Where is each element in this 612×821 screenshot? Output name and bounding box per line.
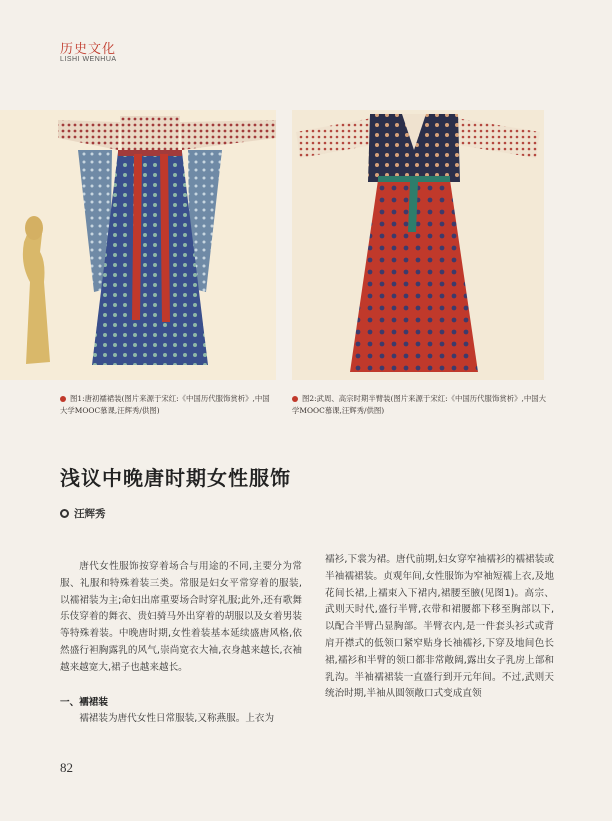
article-paragraph: 唐代女性服饰按穿着场合与用途的不同,主要分为常服、礼服和特殊着装三类。常服是妇女平常穿着的服装,以襦裙装为主;命妇出席重要场合时穿礼服;此外,还有歌舞乐伎穿着的舞衣、贵妇骑马外出穿着的胡服以及女着男装等特殊着装。中晚唐时期,女性着装基本延续盛唐风格,依然盛行袒胸露乳的风气,崇尚宽衣大袖,衣身越来越长,衣袖越来越宽大,裙子也越来越长。: [60, 561, 302, 673]
figure-1-caption: [60, 393, 276, 417]
section-heading: 一、襦裙装: [60, 696, 108, 708]
article-column-left: [60, 555, 302, 728]
figure-1-image: [0, 110, 276, 380]
article-title: 浅议中晚唐时期女性服饰: [60, 466, 291, 490]
figure-1-caption-text: 图1:唐初襦裙装(图片来源于宋红:《中国历代服饰赏析》,中国大学MOOC慕课,汪辉秀/供图): [60, 394, 270, 415]
figure-2-caption-text: 图2:武周、高宗时期半臂装(图片来源于宋红:《中国历代服饰赏析》,中国大学MOOC慕课,汪辉秀/供图): [292, 394, 547, 415]
ruqun-dress-illustration: [0, 110, 276, 380]
banbi-dress-illustration: [292, 110, 544, 380]
figure-2-image: [292, 110, 544, 380]
article-column-right: [325, 552, 554, 703]
caption-bullet-icon: [60, 396, 66, 402]
article-author: [60, 506, 106, 521]
figure-2-caption: [292, 393, 548, 417]
page-number: 82: [60, 760, 73, 775]
author-name: 汪辉秀: [74, 508, 106, 520]
section-category: 历史文化: [60, 42, 117, 57]
caption-bullet-icon: [292, 396, 298, 402]
article-paragraph: 襦衫,下裳为裙。唐代前期,妇女穿窄袖襦衫的襦裙装或半袖襦裙装。贞观年间,女性服饰为窄袖短襦上衣,及地花间长裙,上襦束入下裙内,裙腰至腋(见图1)。高宗、武则天时代,盛行半臂,衣带和裙腰都下移至胸部以下,以配合半臂凸显胸部。半臂衣内,是一件套头衫式或背肩开襟式的低领口紧窄贴身长袖襦衫,下穿及地间色长裙,襦衫和半臂的领口都非常敞阔,露出女子乳房上部和乳沟。半袖襦裙装一直盛行到开元年间。不过,武则天统治时期,半袖从圆领敞口式变成直领: [325, 554, 554, 700]
author-bullet-icon: [60, 509, 69, 518]
section-category-pinyin: LISHI WENHUA: [60, 56, 117, 63]
article-paragraph: 襦裙装为唐代女性日常服装,又称燕服。上衣为: [79, 713, 275, 725]
